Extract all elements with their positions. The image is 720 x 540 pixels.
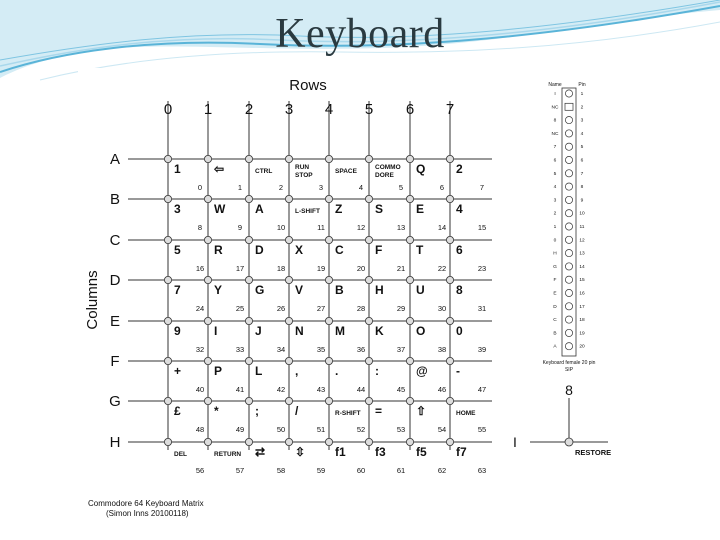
matrix-node [204, 195, 211, 202]
key-index: 22 [437, 264, 447, 273]
matrix-node [204, 236, 211, 243]
matrix-node [245, 317, 252, 324]
key-index: 10 [276, 223, 286, 232]
column-letter-label: A [109, 151, 121, 168]
key-label: DEL [174, 451, 187, 458]
pin-name: F [553, 278, 557, 284]
column-letter-label: G [109, 393, 121, 410]
key-index: 32 [195, 345, 205, 354]
key-label: J [255, 324, 262, 338]
pin-number: 2 [580, 105, 584, 111]
matrix-node [446, 155, 453, 162]
key-index: 46 [437, 385, 447, 394]
caption-line2: (Simon Inns 20100118) [106, 509, 189, 518]
key-label: ⇧ [416, 404, 427, 418]
key-label: ⇳ [295, 445, 306, 459]
connector-pin [565, 223, 572, 230]
restore-node [565, 438, 573, 446]
connector-caption-line2: SIP [564, 367, 574, 373]
key-index: 7 [479, 183, 485, 192]
connector-pin [565, 170, 572, 177]
key-index: 18 [276, 264, 286, 273]
matrix-node [285, 236, 292, 243]
key-index: 6 [439, 183, 445, 192]
matrix-node [325, 155, 332, 162]
key-label: = [375, 404, 383, 418]
connector-pin [565, 236, 572, 243]
key-label: * [214, 404, 219, 418]
pin-name: E [553, 291, 557, 297]
matrix-node [245, 397, 252, 404]
key-label: Y [214, 283, 223, 297]
row-number-label: 2 [244, 101, 254, 118]
matrix-node [285, 155, 292, 162]
key-label: C [335, 243, 344, 257]
pin-number: 13 [579, 251, 585, 257]
pin-number: 19 [579, 331, 585, 337]
key-label: L-SHIFT [295, 208, 320, 215]
key-label: T [416, 243, 424, 257]
key-label: R [214, 243, 223, 257]
matrix-node [365, 357, 372, 364]
pin-name: 0 [553, 238, 557, 244]
matrix-node [164, 155, 171, 162]
key-index: 0 [197, 183, 203, 192]
connector-pin [565, 250, 572, 257]
matrix-node [245, 276, 252, 283]
key-index: 4 [358, 183, 364, 192]
matrix-node [365, 155, 372, 162]
key-label: R-SHIFT [335, 410, 361, 417]
row-number-label: 3 [284, 101, 294, 118]
matrix-node [204, 438, 211, 445]
key-label: I [214, 324, 218, 338]
matrix-node [325, 236, 332, 243]
key-label: U [416, 283, 425, 297]
key-label: N [295, 324, 304, 338]
key-index: 59 [316, 466, 326, 475]
key-label: 3 [174, 202, 181, 216]
pin-name: 8 [553, 118, 557, 124]
key-label: B [335, 283, 344, 297]
matrix-node [446, 195, 453, 202]
connector-pin [565, 196, 572, 203]
key-label: ⇦ [214, 162, 225, 176]
pin-number: 8 [580, 185, 584, 191]
key-index: 5 [398, 183, 404, 192]
key-label: G [255, 283, 265, 297]
connector-pin [565, 103, 573, 110]
key-index: 44 [356, 385, 366, 394]
matrix-node [164, 397, 171, 404]
column-letter-label: D [109, 272, 121, 289]
matrix-node [325, 438, 332, 445]
pin-number: 1 [580, 92, 584, 97]
matrix-node [325, 195, 332, 202]
row-number-label: 7 [445, 101, 455, 118]
key-index: 40 [195, 385, 205, 394]
row-number-label: 0 [163, 101, 173, 118]
matrix-node [365, 397, 372, 404]
column-letter-label: C [109, 232, 121, 249]
pin-name: 3 [553, 198, 557, 204]
key-label: A [255, 202, 264, 216]
pin-number: 10 [579, 211, 585, 217]
pin-name: I [554, 92, 556, 97]
key-index: 39 [477, 345, 487, 354]
key-label: ⇄ [255, 445, 266, 459]
connector-pins [552, 90, 585, 350]
key-label: H [375, 283, 384, 297]
rows-heading: Rows [289, 77, 327, 94]
matrix-node [365, 438, 372, 445]
matrix-node [245, 236, 252, 243]
column-letter-label: H [109, 434, 121, 451]
key-label: f1 [335, 445, 346, 459]
pin-number: 17 [579, 304, 585, 310]
matrix-node [446, 236, 453, 243]
matrix-node [204, 155, 211, 162]
connector-caption-line1: Keyboard female 20 pin [542, 360, 596, 366]
key-label: D [255, 243, 264, 257]
key-index: 20 [356, 264, 366, 273]
key-label: O [416, 324, 426, 338]
matrix-node [406, 317, 413, 324]
key-label: X [295, 243, 304, 257]
key-index: 48 [195, 425, 205, 434]
columns-axis-label: Columns [84, 270, 101, 330]
connector-pin [565, 263, 572, 270]
key-index: 37 [396, 345, 406, 354]
pin-number: 14 [579, 264, 585, 270]
restore-left-label: I [513, 434, 517, 450]
matrix-node [204, 317, 211, 324]
key-index: 56 [195, 466, 205, 475]
key-label: 5 [174, 243, 181, 257]
key-index: 62 [437, 466, 447, 475]
key-label: W [214, 202, 226, 216]
matrix-node [365, 317, 372, 324]
key-label: F [375, 243, 383, 257]
column-letter-label: F [110, 353, 120, 370]
row-number-label: 5 [364, 101, 374, 118]
key-index: 27 [316, 304, 326, 313]
key-index: 63 [477, 466, 487, 475]
key-index: 61 [396, 466, 406, 475]
matrix-node [245, 195, 252, 202]
matrix-node [406, 195, 413, 202]
key-index: 12 [356, 223, 366, 232]
pin-number: 16 [579, 291, 585, 297]
matrix-node [365, 276, 372, 283]
pin-number: 12 [579, 238, 585, 244]
matrix-node [164, 276, 171, 283]
connector-pin [565, 90, 572, 97]
row-number-label: 4 [324, 101, 334, 118]
pin-name: C [553, 318, 557, 324]
key-index: 60 [356, 466, 366, 475]
row-number-label: 6 [405, 101, 415, 118]
pin-name: D [553, 304, 557, 310]
slide-title: Keyboard [275, 11, 445, 57]
matrix-node [325, 317, 332, 324]
key-index: 15 [477, 223, 487, 232]
key-index: 50 [276, 425, 286, 434]
connector-pinout [543, 82, 596, 373]
matrix-node [365, 195, 372, 202]
key-label: SPACE [335, 168, 357, 175]
key-index: 1 [237, 183, 243, 192]
key-index: 42 [276, 385, 286, 394]
key-index: 3 [318, 183, 324, 192]
restore-top-label: 8 [565, 382, 573, 398]
key-index: 33 [235, 345, 245, 354]
key-label: M [335, 324, 345, 338]
pin-name: B [553, 331, 557, 337]
matrix-node [446, 357, 453, 364]
key-label: ; [255, 404, 259, 418]
key-label: RETURN [214, 451, 242, 458]
key-index: 9 [237, 223, 243, 232]
key-index: 25 [235, 304, 245, 313]
key-label: V [295, 283, 304, 297]
key-label: Q [416, 162, 426, 176]
key-index: 17 [235, 264, 245, 273]
pin-number: 7 [580, 171, 584, 177]
matrix-node [325, 357, 332, 364]
key-index: 11 [317, 223, 325, 232]
key-index: 34 [276, 345, 286, 354]
connector-pin [565, 130, 572, 137]
column-letter-label: B [109, 191, 121, 208]
key-index: 52 [356, 425, 366, 434]
pin-name: G [553, 264, 557, 270]
pin-number: 4 [580, 131, 584, 137]
key-index: 21 [396, 264, 406, 273]
connector-header-name: Name [548, 82, 562, 88]
key-label: Z [335, 202, 343, 216]
key-label: 9 [174, 324, 181, 338]
matrix-node [406, 155, 413, 162]
matrix-node [204, 357, 211, 364]
key-label: S [375, 202, 384, 216]
connector-pin [565, 276, 572, 283]
key-index: 49 [235, 425, 245, 434]
key-label: HOME [456, 410, 476, 417]
restore-label: RESTORE [575, 448, 612, 457]
matrix-node [446, 276, 453, 283]
pin-number: 15 [579, 278, 585, 284]
connector-pin [565, 329, 572, 336]
matrix-node [325, 397, 332, 404]
matrix-node [406, 276, 413, 283]
pin-number: 3 [580, 118, 584, 124]
key-label: 7 [174, 283, 181, 297]
pin-number: 20 [579, 344, 585, 350]
pin-name: A [553, 344, 557, 350]
key-label: : [375, 364, 379, 378]
matrix-node [164, 236, 171, 243]
key-index: 55 [477, 425, 487, 434]
key-label: 4 [456, 202, 463, 216]
matrix-node [164, 357, 171, 364]
matrix-node [204, 276, 211, 283]
matrix-node [325, 276, 332, 283]
key-label-line: DORE [375, 172, 394, 179]
matrix-node [406, 397, 413, 404]
key-label: 1 [174, 162, 181, 176]
connector-pin [565, 303, 572, 310]
key-label-line: STOP [295, 172, 313, 179]
key-label-line: RUN [295, 164, 310, 171]
key-index: 26 [276, 304, 286, 313]
pin-number: 6 [580, 158, 584, 164]
key-label: f5 [416, 445, 427, 459]
connector-pin [565, 117, 572, 124]
matrix-node [164, 195, 171, 202]
matrix-node [164, 438, 171, 445]
key-index: 24 [195, 304, 205, 313]
key-label: + [174, 364, 182, 378]
key-label: 0 [456, 324, 463, 338]
pin-number: 9 [580, 198, 584, 204]
key-index: 13 [396, 223, 406, 232]
key-index: 51 [316, 425, 326, 434]
pin-number: 18 [579, 318, 585, 324]
matrix-node [285, 438, 292, 445]
key-index: 2 [278, 183, 284, 192]
matrix-node [285, 397, 292, 404]
key-label: / [295, 404, 299, 418]
pin-name: 5 [553, 171, 557, 177]
pin-name: H [553, 251, 557, 257]
key-label: E [416, 202, 425, 216]
connector-pin [565, 343, 572, 350]
matrix-node [446, 438, 453, 445]
key-index: 16 [195, 264, 205, 273]
pin-name: NC [551, 105, 559, 111]
connector-header-pin: Pin [578, 82, 586, 88]
key-index: 23 [477, 264, 487, 273]
matrix-node [245, 357, 252, 364]
key-index: 41 [235, 385, 245, 394]
matrix-node [204, 397, 211, 404]
key-index: 43 [316, 385, 326, 394]
row-number-label: 1 [203, 101, 213, 118]
pin-name: 2 [553, 211, 557, 217]
key-label: K [375, 324, 384, 338]
pin-number: 11 [579, 225, 585, 230]
key-index: 19 [316, 264, 326, 273]
key-index: 53 [396, 425, 406, 434]
connector-pin [565, 156, 572, 163]
key-label: . [335, 364, 339, 378]
connector-pin [565, 316, 572, 323]
key-index: 31 [477, 304, 487, 313]
matrix-node [406, 357, 413, 364]
matrix-node [446, 317, 453, 324]
matrix-node [245, 438, 252, 445]
matrix-node [285, 276, 292, 283]
key-index: 29 [396, 304, 406, 313]
connector-pin [565, 289, 572, 296]
key-label: f7 [456, 445, 467, 459]
connector-pin [565, 143, 572, 150]
matrix-node [446, 397, 453, 404]
matrix-node [245, 155, 252, 162]
matrix-node [164, 317, 171, 324]
matrix-node [285, 195, 292, 202]
caption-line1: Commodore 64 Keyboard Matrix [88, 499, 204, 508]
key-label: 8 [456, 283, 463, 297]
connector-pin [565, 210, 572, 217]
key-index: 47 [477, 385, 487, 394]
matrix-node [406, 236, 413, 243]
pin-name: 6 [553, 158, 557, 164]
key-index: 38 [437, 345, 447, 354]
key-index: 14 [437, 223, 447, 232]
key-label: - [456, 364, 460, 378]
key-index: 30 [437, 304, 447, 313]
key-label: , [295, 364, 299, 378]
key-label: 6 [456, 243, 463, 257]
pin-name: NC [551, 131, 559, 137]
pin-name: 7 [553, 145, 557, 151]
key-label-line: COMMO [375, 164, 401, 171]
key-label: 2 [456, 162, 463, 176]
pin-name: 4 [553, 185, 557, 191]
key-label: CTRL [255, 168, 273, 175]
key-index: 8 [197, 223, 203, 232]
matrix-node [365, 236, 372, 243]
key-index: 28 [356, 304, 366, 313]
column-letter-label: E [109, 313, 121, 330]
matrix-node [285, 317, 292, 324]
key-label: @ [416, 364, 428, 378]
key-index: 58 [276, 466, 286, 475]
key-index: 45 [396, 385, 406, 394]
key-label: £ [174, 404, 181, 418]
key-label: L [255, 364, 263, 378]
key-label: P [214, 364, 223, 378]
key-index: 54 [437, 425, 447, 434]
connector-pin [565, 183, 572, 190]
key-label: f3 [375, 445, 386, 459]
pin-name: 1 [553, 225, 557, 230]
key-index: 35 [316, 345, 326, 354]
matrix-node [285, 357, 292, 364]
pin-number: 5 [580, 145, 584, 151]
key-index: 57 [235, 466, 245, 475]
matrix-node [406, 438, 413, 445]
key-index: 36 [356, 345, 366, 354]
